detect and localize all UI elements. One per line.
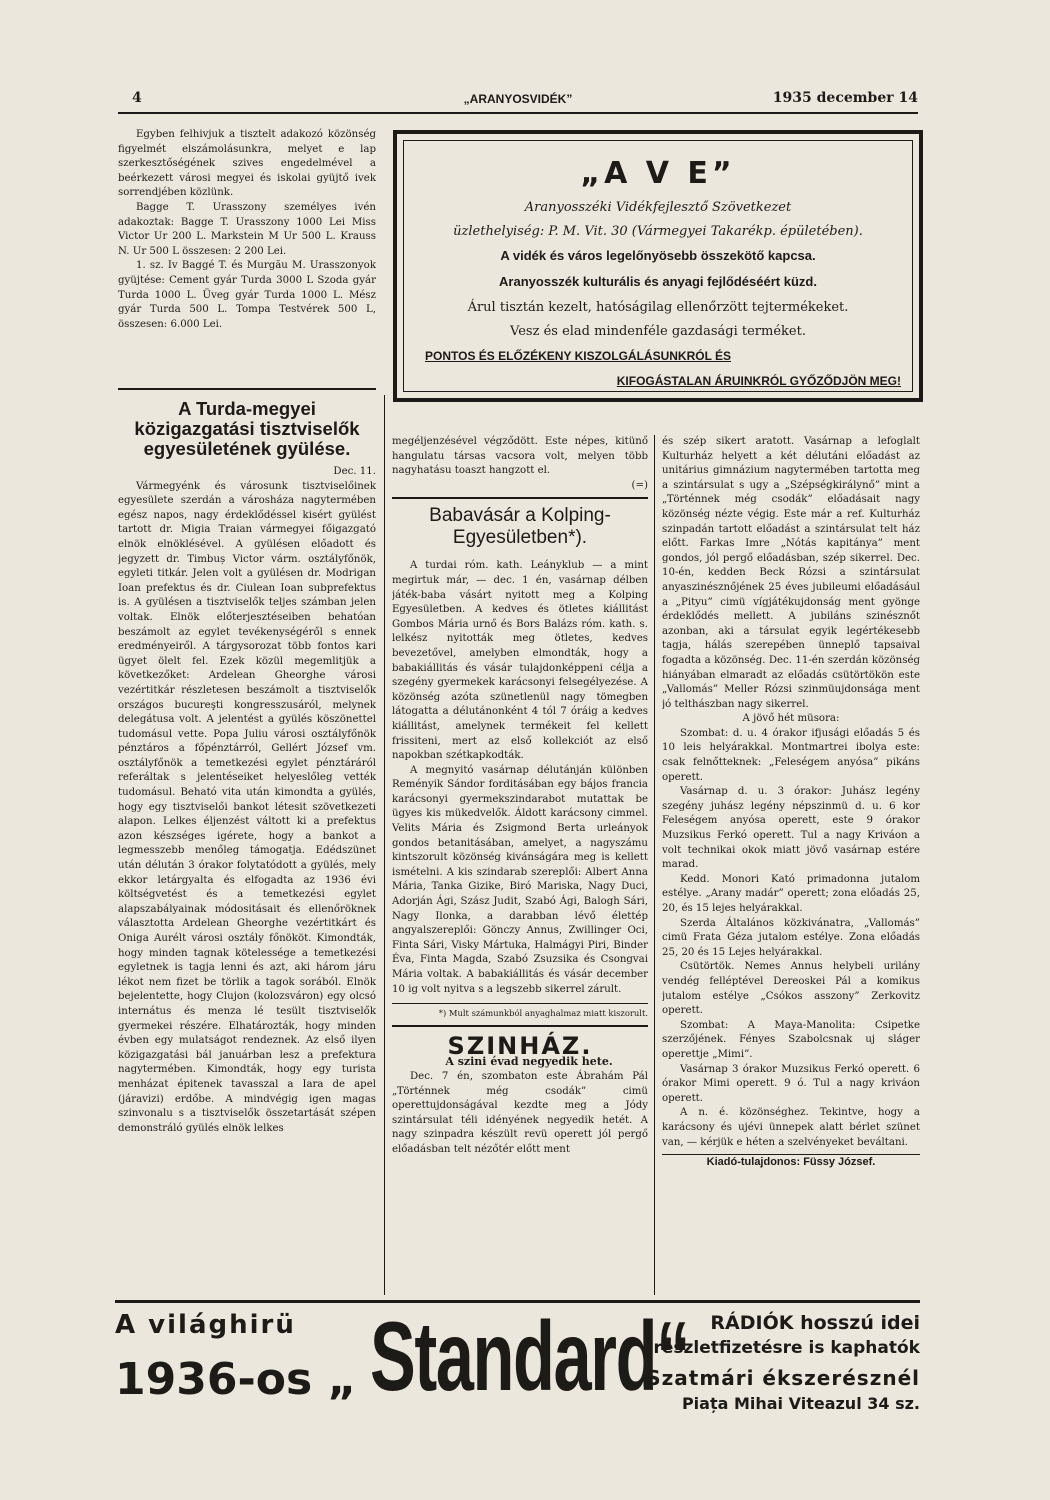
standard-radio-ad <box>115 1301 920 1420</box>
column-1-top <box>118 128 376 383</box>
musor-title: A jövő hét müsora: <box>742 713 840 725</box>
header-rule <box>118 112 918 114</box>
babavasar-body-2: A megnyitó vasárnap délutánján különben Reményik Sándor forditásában egy bájos francia karácsonyi gyermekszindarabot mutattak be ügyes kis mükedvelők. Áldott karácsony cimmel. Velits Mária és Zsigmond Berta urleányok gondos betanitásában, amelyet, a nagyszámu kintszorult közönség kivánságára meg is kellett ismételni. A kis szindarab szereplői: Albert Anna Mária, Tanka Gizike, Biró Mariska, Nagy Duci, Adorján Ági, Szász Judit, Szabó Ági, Balogh Sári, Nagy Ilonka, a darabban lévő élettép angyalszereplői: Gönczy Annus, Zwillinger Oci, Finta Sári, Visky Mártuka, Halmágyi Piri, Binder Éva, Finta Magda, Szabó Zsuzsika és Csongvai Mária voltak. A babakiállitás és vásár december 10 ig volt nyitva s a legszebb sikerrel zárult. <box>392 764 648 995</box>
babavasar-footnote: *) Mult számunkból anyaghalmaz miatt kiszorult. <box>392 1003 648 1021</box>
ad-right-2: részletfizetésre is kaphatók <box>653 1338 920 1358</box>
musor-sunday: Vasárnap d. u. 3 órakor: Juhász legény szegény juhász legény népszinmü d. u. 6 kor Feleségem anyósa operett, este 9 órakor Muzsikus Ferkó operett. Tul a nagy Kriváon a volt technikai okok miatt jövő vasárnap estére marad. <box>662 786 920 871</box>
col-divider-1 <box>384 395 385 1295</box>
turda-body: Vármegyénk és városunk tisztviselőinek egyesülete szerdán a városháza nagytermében egész napos, nagy érdeklődéssel kisért gyülést tartott dr. Migia Traian vármegyei főigazgató elnök elnöklésével. A gyülésen előadott és jegyzett dr. Timbuș Victor várm. osztályfőnök, egyleti titkár. Jelen volt a gyülésen dr. Modrigan Ioan prefektus és dr. Ciulean Ioan subprefektus is. A gyülésen a tisztviselők teljes számban jelen voltak. Elnök előterjesztéseiben behatóan beszámolt az egylet tevékenységéről s ennek eredményeiről. A tárgysorozat több fontos kari ügyet ölelt fel. Ezek közül megemlitjük a következőket: Ardelean Gheorghe városi vezértitkár részletesen beszámolt a tisztviselők országos bucureşti kongresszusáról, melynek delegátusa volt. A jelentést a gyülés köszönettel tudomásul vette. Popa Juliu városi osztályfőnök pénztáros a főpénztárról, Gellért József vm. osztályfőnök a temetkezési egylet pénztáráról referáltak s jelentéseiket helyeslőleg vették tudomásul. Beható vita után kimondta a gyülés, hogy egy tisztviselői bankot létesit szövetkezeti alapon. Lelkes éljenzést váltott ki a prefektus azon készséges igérete, hogy a bankot a legmesszebb menőleg támogatja. Edédszünet után délután 3 órakor folytatódott a gyülés, mely ekkor letárgyalta és elfogadta az 1936 évi költségvetést és a temetkezési egylet alapszabályainak módositásait és ellenőröknek választotta Ardelean Gheorghe vezértitkárt és Oniga Aurélt városi osztály főnököt. Kimondták, hogy minden tagnak kötelessége a temetkezési egyletnek is tagja lenni és azt, aki három járu lékot nem fizet be törlik a tagok sorából. Elnök bejelentette, hogy Clujon (kolozsváron) egy olcsó internátus és menza lé tesült tisztviselők gyermekei részére. Elhatározták, hogy minden évben egy mulatságot rendeznek. Az első ilyen közigazgatási bál januárban lesz a prefektura nagytermében. Kimondták, hogy egy turista menházat épitenek tavasszal a Iara de apel (járavizi) erdőbe. A mindvégig igen magas szinvonalu s a tisztviselők összetartását szépen demonstráló gyülés elnök lelkes <box>118 480 376 1134</box>
ave-line-5: Árul tisztán kezelt, hatóságilag ellenőrzött tejtermékeket. <box>467 300 849 315</box>
ad-right-1: RÁDIÓK hosszú idei <box>710 1312 920 1334</box>
ave-line-4: Aranyosszék kulturális és anyagi fejlődéséért küzd. <box>499 274 817 289</box>
donation-list-1: Bagge T. Urasszony személyes ivén adakoztak: Bagge T. Urasszony 1000 Lei Miss Victor Ur 200 L. Markstein M Ur 500 L. Krauss N. Ur 500 L összesen: 2 200 Lei. <box>118 201 376 257</box>
musor-wednesday: Szerda Általános közkivánatra, „Vallomás” cimü Frata Géza jutalom estélye. Zona előadás 25, 20 és 15 Lejes helyárakkal. <box>662 917 920 958</box>
paper-name: „ARANYOSVIDÉK” <box>463 92 573 106</box>
musor-sunday-2: Vasárnap 3 órakor Muzsikus Ferkó operett. 6 órakor Mimi operett. 9 ó. Tul a nagy kriváon operett. <box>662 1063 920 1104</box>
ave-line-3: A vidék és város legelőnyösebb összekötő kapcsa. <box>500 248 816 263</box>
col2-separator <box>392 497 648 499</box>
turda-headline: A Turda-megyei közigazgatási tisztviselők egyesületének gyülése. <box>134 398 360 459</box>
turda-dateline: Dec. 11. <box>333 466 376 477</box>
musor-tuesday: Kedd. Monori Kató primadonna jutalom estélye. „Arany madár” operett; zona előadás 25, 20, és 15 lejes helyárakkal. <box>662 873 920 914</box>
musor-saturday: Szombat: d. u. 4 órakor ifjusági előadás 5 és 10 leis helyárakkal. Montmartrei ibolya este: csak felnőtteknek: „Feleségem anyósa” pikáns operett. <box>662 727 920 783</box>
szinhaz-body: Dec. 7 én, szombaton este Ábrahám Pál „Történnek még csodák” cimü operettujdonságával kezdte meg a Jódy szintársulat téli idényének negyedik hetét. A nagy szinpadra készült revü operett jól pergő előadásban telt nézőtér előtt ment <box>392 1070 648 1155</box>
column-1-article <box>118 395 376 1300</box>
column-2 <box>392 435 648 1300</box>
issue-date: 1935 december 14 <box>772 90 918 106</box>
publisher-line: Kiadó-tulajdonos: Füssy József. <box>706 1156 876 1169</box>
babavasar-headline: Babavásár a Kolping-Egyesületben*). <box>429 505 611 549</box>
ave-line-2: üzlethelyiség: P. M. Vit. 30 (Vármegyei Takarékp. épületében). <box>453 224 863 239</box>
ave-line-7: PONTOS ÉS ELŐZÉKENY KISZOLGÁLÁSUNKRÓL ÉS <box>425 349 732 363</box>
ave-line-1: Aranyosszéki Vidékfejlesztő Szövetkezet <box>524 200 792 215</box>
ad-right-4: Piața Mihai Viteazul 34 sz. <box>681 1394 920 1413</box>
col2-separator-2 <box>392 1025 648 1027</box>
article-sign: (=) <box>631 479 648 491</box>
page-number: 4 <box>132 90 142 106</box>
szinhaz-headline: SZINHÁZ. <box>447 1031 593 1060</box>
col-divider-2 <box>654 435 655 1295</box>
babavasar-body-1: A turdai róm. kath. Leányklub — a mint megirtuk már, — dec. 1 én, vasárnap délben játék-baba vásárt nyitott meg a Kolping Egyesületben. A kedves és ötletes kiállitást Gombos Mária urnő és Bors Balázs róm. kath. s. lelkész nyitották meg ötletes, kedves bevezetővel, amelyben elmondták, hogy a babakiállitás és vásár tulajdonképpeni célja a szegény gyermekek karácsonyi felsegélyezése. A közönség azóta szünetlenül nagy tömegben látogatta a délutánonként 4 tól 7 óráig a kedves kiállitást, amelynek termékeit fel kellett frissiteni, mert az első kollekciót az első napokban szétkapkodták. <box>392 560 648 762</box>
musor-thursday: Csütörtök. Nemes Annus helybeli urilány vendég felléptével Dereoskei Pál a komikus jutalom estélye „Csókos asszony” Zerkovitz operett. <box>662 961 920 1017</box>
page-header <box>118 90 918 112</box>
ad-line-2: 1936-os „ <box>115 1354 357 1405</box>
ad-brand: Standard“ <box>370 1301 690 1411</box>
ave-title: „A V E” <box>580 156 736 191</box>
donation-list-2: 1. sz. Iv Baggé T. és Murgău M. Urasszonyok gyüjtése: Cement gyár Turda 3000 L Szoda gyár Turda 1000 L. Üveg gyár Turda 1000 L. Mész gyár Turda 500 L. Tompa Testvérek 500 L, összesen: 6.000 Lei. <box>118 260 376 330</box>
col1-separator <box>118 388 376 390</box>
ad-right-3: Szatmári ékszerésznél <box>646 1366 920 1390</box>
audience-notice: A n. é. közönséghez. Tekintve, hogy a karácsony és ujévi ünnepek alatt bérlet szünet van, — kérjük e héten a szelvényeket beváltani. <box>662 1107 920 1148</box>
ave-advertisement <box>393 130 923 402</box>
szinhaz-continuation: és szép sikert aratott. Vasárnap a lefoglalt Kulturház helyett a két délutáni előadást az unitárius gimnázium nagytermében tartotta meg a szintársulat s ugy a „Szépségkirálynő” mint a „Történnek még csodák” előadásait nagy közönség nézte végig. Este már a ref. Kulturház szinpadán tartott előadást a szintársulat telt ház előtt. Farkas Imre „Nótás kapitánya” ment gondos, jól pergő előadásban, szép sikerrel. Dec. 10-én, kedden Beck Rózsi a szintársulat anyaszinésznőjének 25 éves jubileumi előadásául a „Pityu” cimü vígjátékujdonság ment gyönge érdeklődés mellett. A jubiláns szinésznőt azonban, aki a társulat egyik legértékesebb tagja, hálás szerepében ünneplő tapsaival fogadta a közönség. Dec. 11-én szerdán közönség hiányában elmaradt az előadás csütörtökön este „Vallomás” Meller Rózsi szinmüujdonsága ment jó telthászban nagy sikerrel. <box>662 436 920 710</box>
publisher-rule <box>662 1154 920 1155</box>
column-3 <box>662 435 920 1300</box>
ave-line-8: KIFOGÁSTALAN ÁRUINKRÓL GYŐZŐDJÖN MEG! <box>616 374 901 388</box>
donation-intro: Egyben felhivjuk a tisztelt adakozó közönség figyelmét elszámolásunkra, melyet e lap szerkesztőségének szives engedelmével a beérkezett városi megyei és iskolai gyüjtő ivek sorrendjében közlünk. <box>118 129 376 199</box>
turda-continuation: megéljenzésével végződött. Este népes, kitünő hangulatu társas vacsora volt, melyen több nagyhatásu toaszt hangzott el. <box>392 436 648 477</box>
ave-line-6: Vesz és elad mindenféle gazdasági terméket. <box>510 324 806 339</box>
szinhaz-subhead: A szini évad negyedik hete. <box>445 1055 613 1069</box>
ad-line-1: A világhirü <box>115 1310 296 1340</box>
musor-saturday-2: Szombat: A Maya-Manolita: Csipetke szerzőjének. Fényes Szabolcsnak uj sláger operettje „Mimi”. <box>662 1019 920 1060</box>
